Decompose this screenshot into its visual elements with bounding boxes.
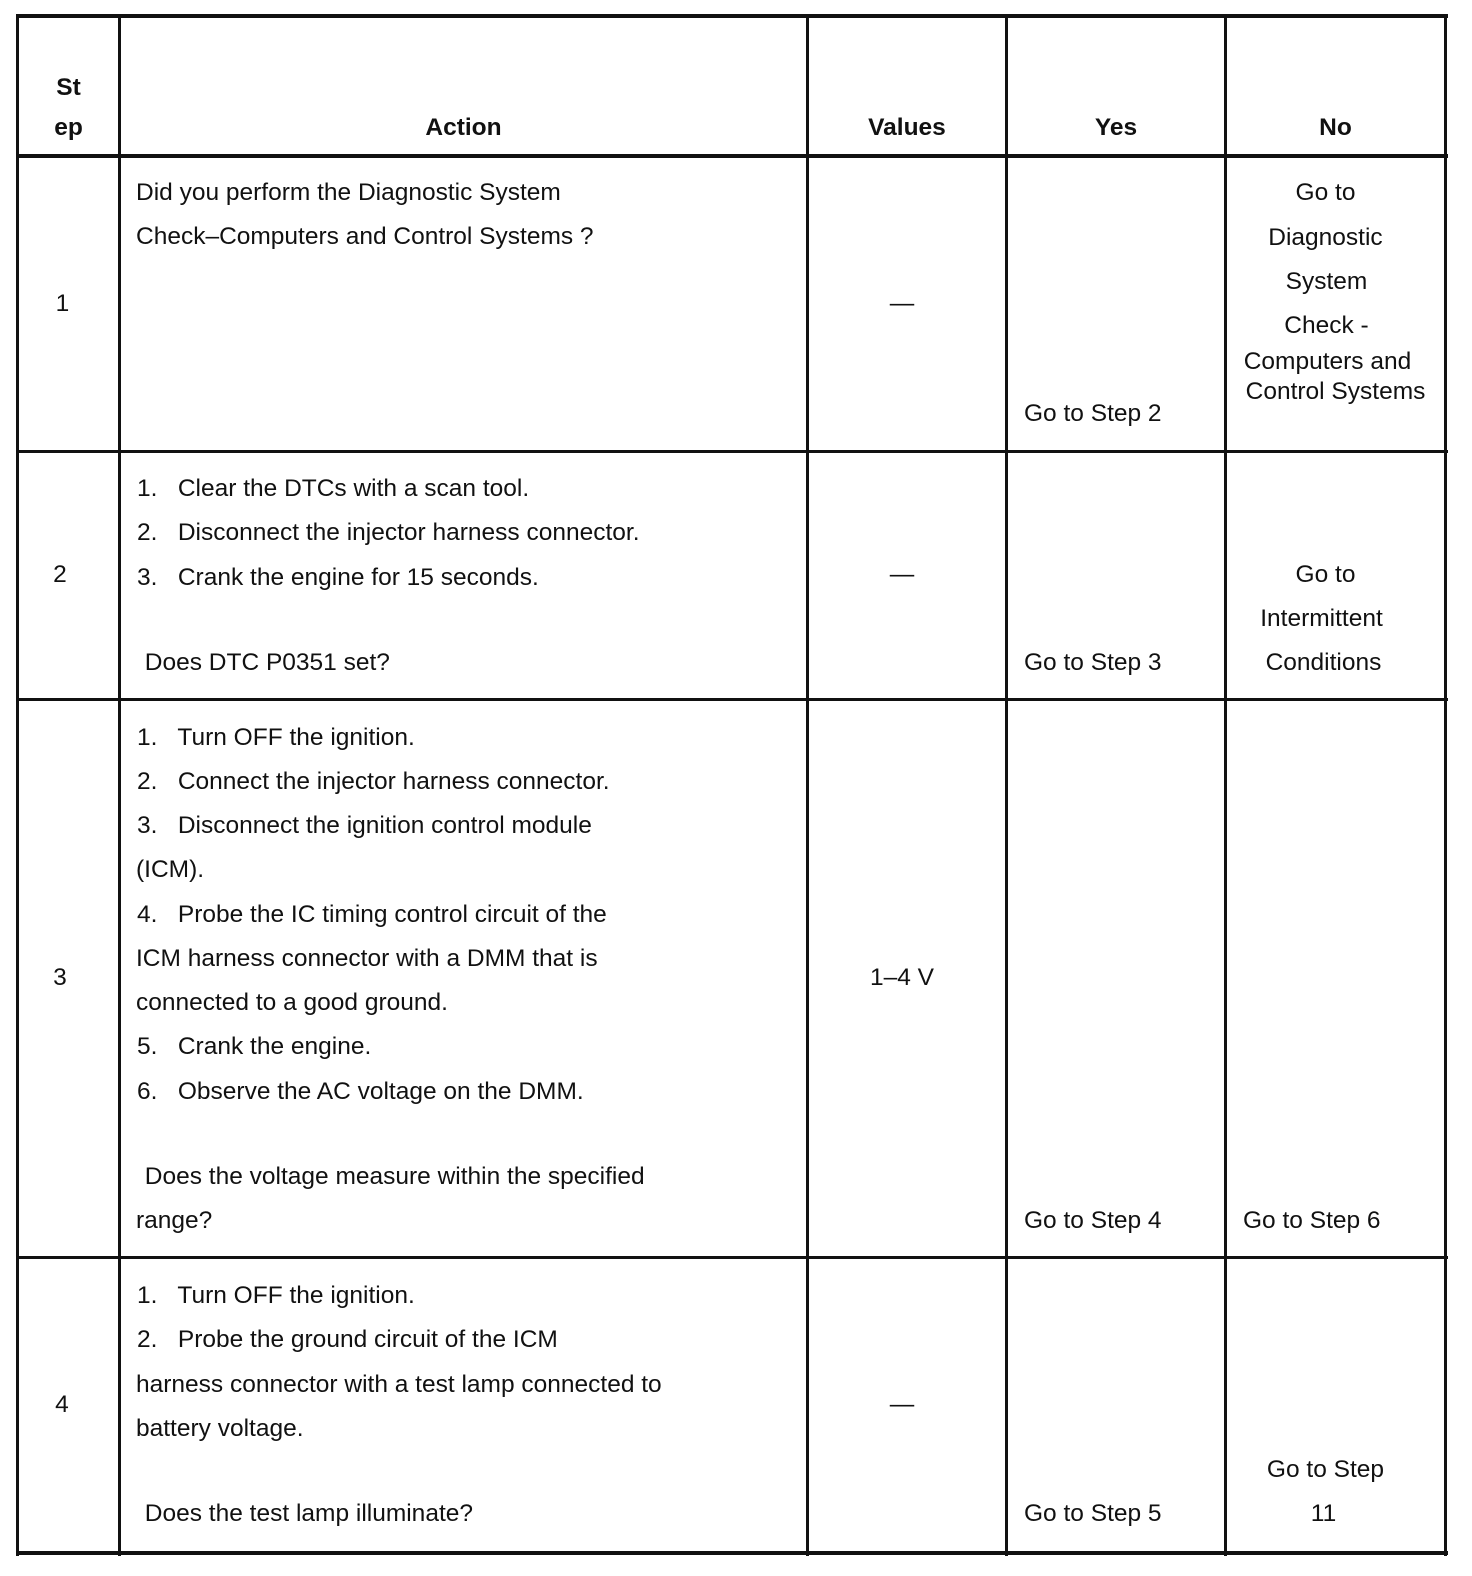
header-yes: Yes (1094, 114, 1138, 141)
step-number: 1 (55, 290, 70, 317)
header-values: Values (868, 114, 946, 141)
no-line: System (1285, 268, 1368, 295)
no-cell: Go to Step 6 (1243, 1207, 1381, 1234)
step-number: 3 (53, 964, 67, 991)
action-question-cont: range? (136, 1207, 213, 1234)
header-action: Action (425, 114, 502, 141)
yes-cell: Go to Step 3 (1024, 649, 1162, 676)
action-line: 4. Probe the IC timing control circuit of the (137, 901, 607, 928)
value-cell: — (889, 290, 915, 317)
action-line: Did you perform the Diagnostic System (136, 179, 561, 206)
value-cell: — (889, 1391, 915, 1418)
row-divider (16, 450, 1448, 453)
action-question: Does the voltage measure within the specified (138, 1163, 645, 1190)
action-line: 1. Turn OFF the ignition. (137, 1282, 415, 1309)
diagnostic-table (16, 14, 1448, 1556)
no-line: Computers and (1243, 348, 1412, 375)
action-line: 6. Observe the AC voltage on the DMM. (137, 1078, 584, 1105)
header-no: No (1319, 114, 1352, 141)
value-cell: — (889, 561, 915, 588)
header-divider (16, 154, 1448, 158)
step-number: 4 (55, 1391, 69, 1418)
column-divider (806, 14, 809, 1556)
row-divider (16, 698, 1448, 701)
action-line: Check–Computers and Control Systems ? (136, 223, 594, 250)
no-line: Go to Step (1266, 1456, 1385, 1483)
no-line: Go to (1295, 561, 1356, 588)
action-line: battery voltage. (136, 1415, 304, 1442)
action-line: 3. Crank the engine for 15 seconds. (137, 564, 539, 591)
no-line: Intermittent (1260, 605, 1383, 632)
table-border-top (16, 14, 1448, 18)
step-number: 2 (53, 561, 67, 588)
table-border-bottom (16, 1551, 1448, 1555)
yes-cell: Go to Step 5 (1024, 1500, 1162, 1527)
yes-cell: Go to Step 4 (1024, 1207, 1162, 1234)
yes-cell: Go to Step 2 (1024, 400, 1162, 427)
action-line: 2. Probe the ground circuit of the ICM (137, 1326, 558, 1353)
header-step-cont: ep (54, 114, 83, 141)
no-line: Diagnostic (1268, 224, 1383, 251)
action-line: 3. Disconnect the ignition control module (137, 812, 592, 839)
action-line: (ICM). (136, 856, 205, 883)
column-divider (118, 14, 121, 1556)
no-line: Go to (1295, 179, 1356, 206)
table-border-left (16, 14, 19, 1556)
no-line: 11 (1310, 1500, 1337, 1527)
no-line: Conditions (1265, 649, 1382, 676)
value-cell: 1–4 V (869, 964, 935, 991)
action-line: ICM harness connector with a DMM that is (136, 945, 598, 972)
row-divider (16, 1256, 1448, 1259)
action-line: 5. Crank the engine. (137, 1033, 372, 1060)
table-border-right (1444, 14, 1447, 1556)
no-line: Check - (1284, 312, 1369, 339)
header-step: St (56, 74, 81, 101)
column-divider (1005, 14, 1008, 1556)
action-question: Does the test lamp illuminate? (138, 1500, 473, 1527)
action-line: harness connector with a test lamp connected to (136, 1371, 662, 1398)
action-line: connected to a good ground. (136, 989, 448, 1016)
action-line: 2. Disconnect the injector harness connector. (137, 519, 640, 546)
action-line: 1. Turn OFF the ignition. (137, 724, 415, 751)
action-line: 1. Clear the DTCs with a scan tool. (137, 475, 530, 502)
action-line: 2. Connect the injector harness connector. (137, 768, 610, 795)
action-question: Does DTC P0351 set? (138, 649, 390, 676)
no-line: Control Systems (1245, 378, 1426, 405)
